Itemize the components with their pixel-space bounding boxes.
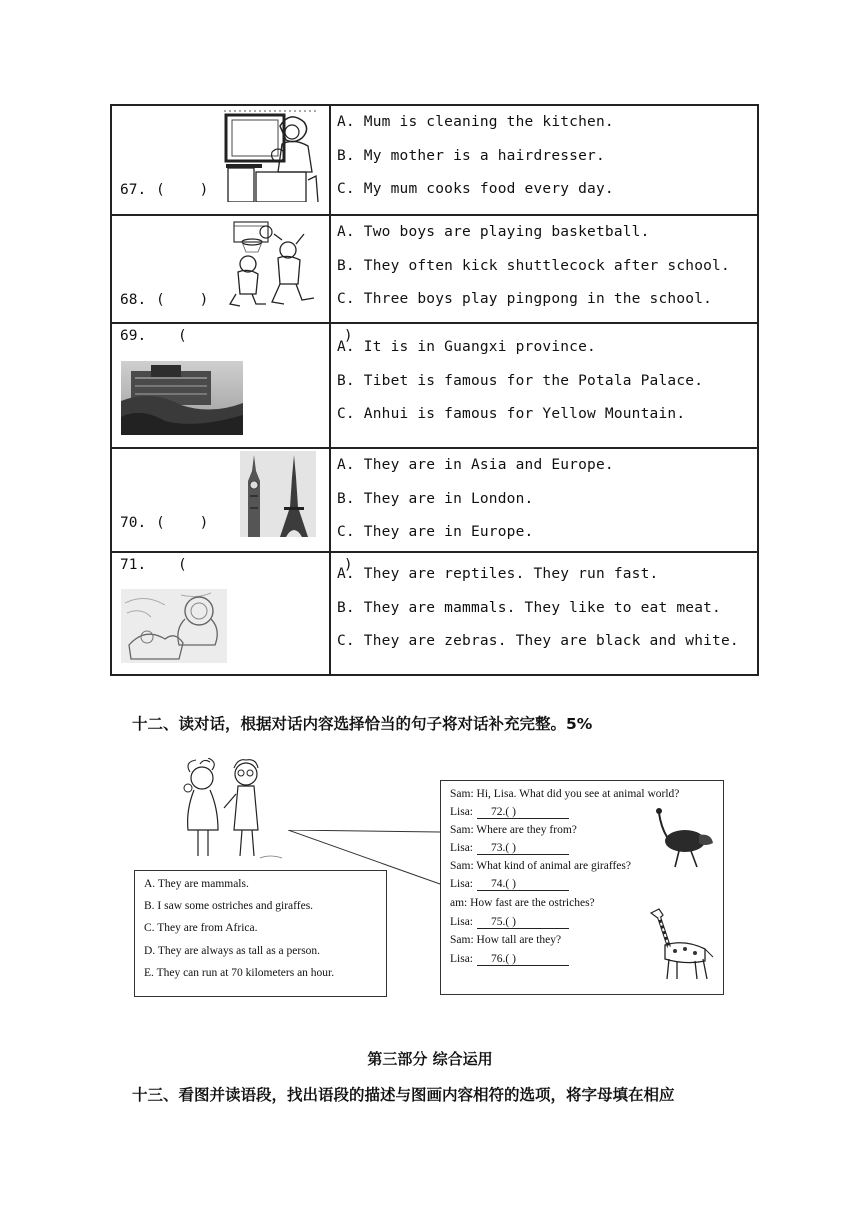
- dialog-text: Lisa:: [450, 916, 473, 928]
- option-a-70: A. They are in Asia and Europe.: [337, 457, 614, 473]
- dialog-line-6: [450, 878, 569, 891]
- option-b-68: B. They often kick shuttlecock after school.: [337, 257, 730, 274]
- choice-c: C. They are from Africa.: [144, 922, 258, 934]
- answer-blank-72[interactable]: 72.( ): [477, 806, 569, 819]
- question-cell-70: [111, 448, 330, 552]
- dialog-line-1: [450, 788, 679, 800]
- option-b-67: B. My mother is a hairdresser.: [337, 147, 605, 164]
- question-row-71: [111, 552, 758, 675]
- answer-blank-76[interactable]: 76.( ): [477, 953, 569, 966]
- dialog-line-2: [450, 806, 569, 819]
- question-number-69: 69.: [120, 328, 147, 344]
- dialog-text: Lisa:: [450, 878, 473, 890]
- answer-blank-75[interactable]: 75.( ): [477, 916, 569, 929]
- question-row-69: [111, 323, 758, 448]
- dialog-text: Lisa:: [450, 806, 473, 818]
- dialog-line-7: [450, 897, 595, 909]
- section-13-heading: 十三、看图并读语段，找出语段的描述与图画内容相符的选项，将字母填在相应: [132, 1086, 675, 1104]
- question-cell-69: [111, 323, 353, 448]
- option-a-69: A. It is in Guangxi province.: [337, 339, 596, 355]
- answer-blank-74[interactable]: 74.( ): [477, 878, 569, 891]
- choice-e: E. They can run at 70 kilometers an hour.: [144, 967, 335, 979]
- question-row-70: [111, 448, 758, 552]
- answer-blank-68[interactable]: ( ): [156, 292, 209, 308]
- dialog-line-9: [450, 934, 561, 946]
- children-illustration: [180, 758, 292, 866]
- option-a-67: A. Mum is cleaning the kitchen.: [337, 114, 614, 130]
- option-c-69: C. Anhui is famous for Yellow Mountain.: [337, 406, 686, 422]
- dialog-text: am: How fast are the ostriches?: [450, 897, 595, 909]
- option-b-69: B. Tibet is famous for the Potala Palace.: [337, 372, 704, 389]
- options-cell-67: [330, 105, 758, 215]
- option-a-68: A. Two boys are playing basketball.: [337, 224, 650, 240]
- choice-b: B. I saw some ostriches and giraffes.: [144, 900, 314, 912]
- option-c-67: C. My mum cooks food every day.: [337, 181, 614, 197]
- answer-blank-70[interactable]: ( ): [156, 515, 209, 531]
- picture-matching-table: [110, 104, 759, 676]
- dialog-text: Sam: Hi, Lisa. What did you see at animal world?: [450, 788, 680, 800]
- answer-blank-69[interactable]: ( ): [178, 328, 353, 344]
- section-12-heading: 十二、读对话，根据对话内容选择恰当的句子将对话补充完整。5%: [132, 715, 593, 733]
- ostrich-illustration: [653, 805, 717, 872]
- options-cell-70: [330, 448, 758, 552]
- dialog-line-10: [450, 953, 569, 966]
- answer-blank-73[interactable]: 73.( ): [477, 842, 569, 855]
- question-number-70: 70.: [120, 515, 147, 531]
- answer-blank-71[interactable]: ( ): [178, 557, 353, 573]
- dialog-line-8: [450, 916, 569, 929]
- question-number-68: 68.: [120, 292, 147, 308]
- dialog-line-3: [450, 824, 577, 836]
- lions-picture: [121, 589, 227, 667]
- question-row-67: [111, 105, 758, 215]
- question-row-68: [111, 215, 758, 323]
- options-cell-71: [330, 552, 758, 675]
- option-c-68: C. Three boys play pingpong in the school.: [337, 291, 713, 307]
- dialog-text: Sam: What kind of animal are giraffes?: [450, 860, 631, 872]
- basketball-picture: [226, 220, 320, 312]
- option-a-71: A. They are reptiles. They run fast.: [337, 566, 659, 582]
- dialog-text: Lisa:: [450, 953, 473, 965]
- options-cell-69: [330, 323, 758, 448]
- dialog-text: Lisa:: [450, 842, 473, 854]
- potala-palace-photo: [121, 361, 243, 439]
- hairdresser-picture: [222, 110, 320, 206]
- option-c-71: C. They are zebras. They are black and white.: [337, 633, 739, 649]
- giraffe-illustration: [645, 905, 717, 984]
- question-number-71: 71.: [120, 557, 147, 573]
- question-cell-68: [111, 215, 330, 323]
- dialog-text: Sam: How tall are they?: [450, 934, 562, 946]
- option-c-70: C. They are in Europe.: [337, 524, 534, 540]
- option-b-71: B. They are mammals. They like to eat meat.: [337, 599, 721, 616]
- choice-a: A. They are mammals.: [144, 878, 249, 890]
- question-cell-67: [111, 105, 330, 215]
- choice-d: D. They are always as tall as a person.: [144, 945, 321, 957]
- answer-choices-box: [134, 870, 387, 997]
- dialog-text: Sam: Where are they from?: [450, 824, 577, 836]
- dialog-line-4: [450, 842, 569, 855]
- answer-blank-67[interactable]: ( ): [156, 182, 209, 198]
- option-b-70: B. They are in London.: [337, 490, 534, 507]
- part-3-title: 第三部分 综合运用: [367, 1050, 493, 1068]
- question-cell-71: [111, 552, 353, 675]
- dialog-box: [440, 780, 724, 995]
- big-ben-eiffel-tower-photo: [240, 451, 316, 541]
- options-cell-68: [330, 215, 758, 323]
- question-number-67: 67.: [120, 182, 147, 198]
- dialog-line-5: [450, 860, 631, 872]
